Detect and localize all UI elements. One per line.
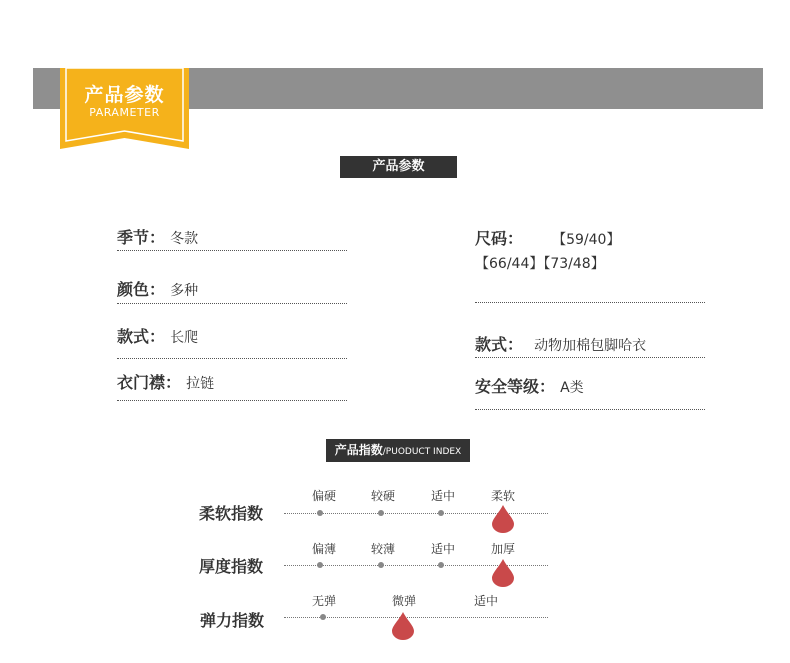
- scale-marker-drop: [492, 559, 514, 587]
- param-color: [117, 277, 347, 304]
- scale-title-elasticity: 弹力指数: [200, 611, 265, 630]
- param-value: 动物加棉包脚哈衣: [534, 338, 647, 354]
- ribbon-title: 产品参数: [84, 84, 165, 106]
- scale-title-softness: 柔软指数: [199, 504, 264, 523]
- param-label: 款式：: [475, 335, 524, 354]
- scale-tick: 较硬: [370, 489, 395, 503]
- scale-tick: 偏薄: [311, 542, 336, 556]
- size-line-2: 【66/44】【73/48】: [475, 256, 605, 272]
- scale-dot: [317, 510, 323, 516]
- param-size: [475, 226, 705, 249]
- param-label: 季节：: [117, 228, 166, 247]
- param-label: 款式：: [117, 327, 166, 346]
- scale-marker-drop: [392, 612, 414, 640]
- param-closure: [117, 370, 347, 401]
- scale-dot: [317, 562, 323, 568]
- scale-tick: 偏硬: [311, 489, 336, 503]
- index-label-en: /PUODUCT INDEX: [382, 447, 462, 457]
- param-value: A类: [560, 380, 584, 396]
- param-label: 尺码：: [475, 229, 524, 248]
- param-style: [117, 324, 347, 359]
- scale-title-thickness: 厚度指数: [199, 557, 264, 576]
- param-value: 拉链: [186, 376, 215, 392]
- scale-tick: 无弹: [311, 594, 336, 608]
- scale-dot: [378, 510, 384, 516]
- param-value: 多种: [170, 283, 199, 299]
- scale-tick: 适中: [430, 542, 455, 556]
- index-label-cn: 产品指数: [334, 443, 383, 457]
- scale-tick: 柔软: [490, 489, 515, 503]
- ribbon-subtitle: PARAMETER: [89, 106, 160, 119]
- param-label: 衣门襟：: [117, 373, 182, 392]
- scale-tick: 微弹: [391, 594, 416, 608]
- size-line-1: 【59/40】: [552, 232, 621, 248]
- param-value: 冬款: [170, 231, 199, 247]
- scale-dot: [438, 562, 444, 568]
- scale-dot: [438, 510, 444, 516]
- index-label: [326, 439, 470, 462]
- section-label: 产品参数: [340, 156, 457, 178]
- scale-tick: 较薄: [370, 542, 395, 556]
- param-safety: [475, 374, 705, 410]
- scale-tick: 加厚: [490, 542, 515, 556]
- scale-dot: [320, 614, 326, 620]
- scale-marker-drop: [492, 505, 514, 533]
- param-season: [117, 225, 347, 251]
- param-label: 安全等级：: [475, 377, 556, 396]
- param-label: 颜色：: [117, 280, 166, 299]
- param-value: 长爬: [170, 330, 199, 346]
- param-size-underline: [475, 290, 705, 303]
- scale-tick: 适中: [473, 594, 498, 608]
- scale-tick: 适中: [430, 489, 455, 503]
- scale-dot: [378, 562, 384, 568]
- param-style-right: [475, 332, 705, 358]
